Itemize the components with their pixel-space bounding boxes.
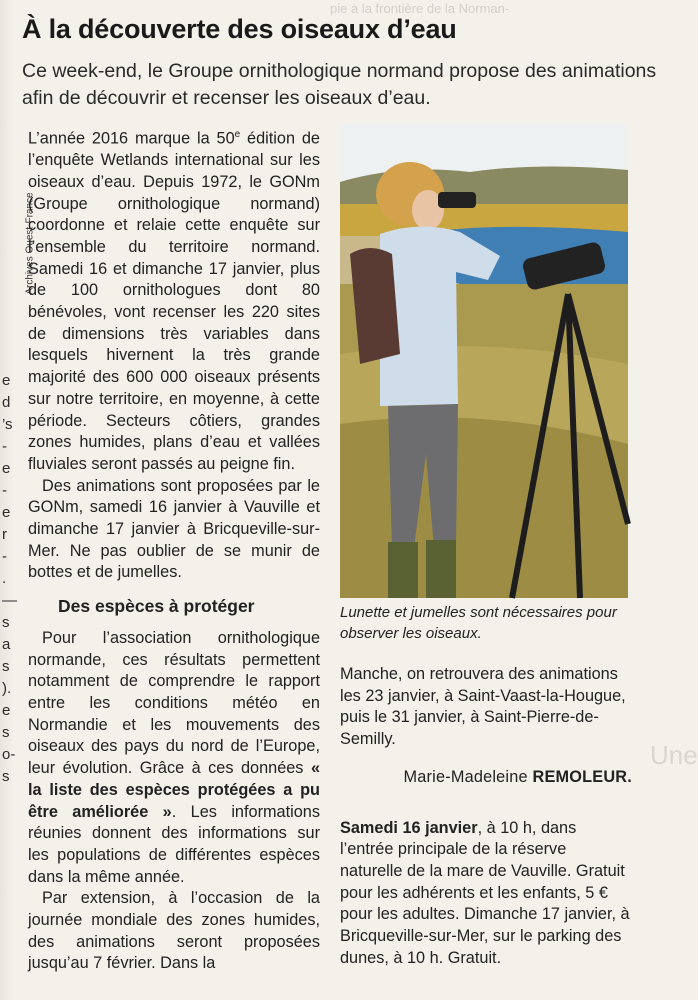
- article-column-right: [340, 664, 632, 969]
- fragment-glyph: ’s: [2, 416, 13, 433]
- quote: « la liste des espèces protégées a pu être améliorée »: [28, 759, 320, 821]
- paragraph-manche: Manche, on retrouvera des animations les 23 janvier, à Saint-Vaast-la-Hougue, puis le 31 janvier, à Saint-Pierre-de-Semilly.: [340, 665, 626, 749]
- fragment-glyph: s: [2, 724, 10, 741]
- fragment-glyph: -: [2, 482, 7, 499]
- fragment-glyph: e: [2, 460, 11, 477]
- fragment-glyph: a: [2, 636, 11, 653]
- paragraph-results: Pour l’association ornithologique normande, ces résultats permettent notamment de comprendre le rapport entre les conditions météo en Normandie et les mouvements des oiseaux des pays du nord de l’Europe, leur évolution. Grâce à ces données « la liste des espèces protégées a pu être améliorée ». Les informations réunies donnent des informations sur les populations de différentes espèces dans la même année.: [28, 628, 320, 886]
- paragraph-extension: Par extension, à l’occasion de la journée mondiale des zones humides, des animations seront proposées jusqu’au 7 février. Dans la: [28, 889, 320, 973]
- birdwatcher-illustration: [340, 124, 628, 598]
- show-through-heading: Une: [650, 740, 698, 770]
- fragment-glyph: s: [2, 768, 10, 785]
- fragment-glyph: o-: [2, 746, 16, 763]
- article-photo: [340, 124, 628, 598]
- fragment-glyph: e: [2, 372, 11, 389]
- photo-credit: Archives Ouest-France: [24, 192, 36, 295]
- show-through-text: pie à la frontière de la Norman-: [330, 1, 510, 16]
- practical-info: Samedi 16 janvier, à 10 h, dans l’entrée principale de la réserve naturelle de la mare de Vauville. Gratuit pour les adhérents et les enfants, 5 € pour les adultes. Dimanche 17 janvier, à Bricqueville-sur-Mer, sur le parking des dunes, à 10 h. Gratuit.: [340, 818, 630, 967]
- photo-caption: Lunette et jumelles sont nécessaires pour observer les oiseaux.: [340, 604, 617, 642]
- article-title: À la découverte des oiseaux d’eau: [22, 14, 457, 44]
- article-column-left: [28, 124, 320, 975]
- author-signature: Marie-Madeleine REMOLEUR.: [403, 767, 632, 786]
- paragraph-animations: Des animations sont proposées par le GONm, samedi 16 janvier à Vauville et dimanche 17 janvier à Bricqueville-sur-Mer. Ne pas oublier de se munir de bottes et de jumelles.: [28, 476, 320, 582]
- neighbor-column-fragment: [2, 370, 17, 788]
- fragment-glyph: ).: [2, 680, 12, 697]
- fragment-glyph: -: [2, 548, 7, 565]
- fragment-glyph: s: [2, 658, 10, 675]
- fragment-glyph: —: [2, 592, 17, 609]
- fragment-glyph: e: [2, 504, 11, 521]
- fragment-glyph: d: [2, 394, 11, 411]
- section-subhead: Des espèces à protéger: [58, 596, 255, 617]
- fragment-glyph: -: [2, 438, 7, 455]
- superscript: e: [234, 129, 241, 140]
- paragraph-intro: L’année 2016 marque la 50e édition de l’enquête Wetlands international sur les oiseaux d’eau. Depuis 1972, le GONm (Groupe ornithologique normand) coordonne et relaie cette enquête sur l’ensemble du territoire normand. Samedi 16 et dimanche 17 janvier, plus de 100 ornithologues dont 80 bénévoles, vont recenser les 220 sites de dimensions très variables dans lesquels hivernent la très grande majorité des 600 000 oiseaux présents sur notre territoire, en moyenne, à cette période. Secteurs côtiers, grandes zones humides, plans d’eau et vallées fluviales seront passés au peigne fin.: [28, 129, 320, 473]
- fragment-glyph: .: [2, 570, 7, 587]
- fragment-glyph: e: [2, 702, 11, 719]
- fragment-glyph: r: [2, 526, 7, 543]
- fragment-glyph: s: [2, 614, 10, 631]
- article-lede: Ce week-end, le Groupe ornithologique normand propose des animations afin de découvrir et recenser les oiseaux d’eau.: [22, 60, 657, 109]
